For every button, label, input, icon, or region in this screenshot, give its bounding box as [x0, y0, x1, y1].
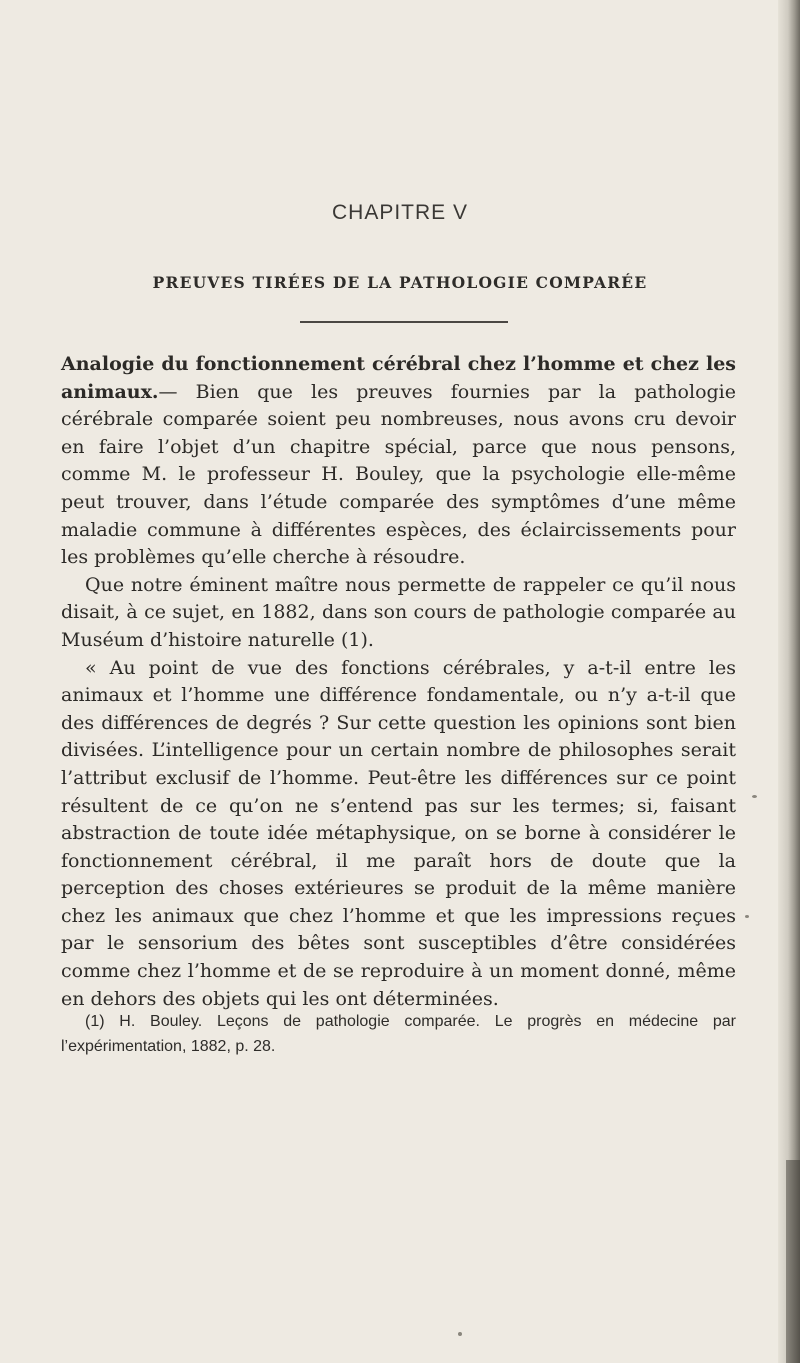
chapter-heading: CHAPITRE V	[331, 201, 469, 224]
main-text	[61, 351, 736, 1013]
lead-in-heading: Analogie du fonctionnement cérébral chez l’homme et chez les animaux.	[61, 353, 736, 403]
paragraph-2: Que notre éminent maître nous permette de rappeler ce qu’il nous disait, à ce sujet, en 1882, dans son cours de pathologie comparée au Muséum d’histoire naturelle (1).	[61, 573, 736, 651]
paper-speck	[745, 915, 749, 918]
page-edge-dark-corner	[786, 1160, 800, 1363]
paper-speck	[458, 1332, 462, 1336]
footnote-text: (1) H. Bouley. Leçons de pathologie comparée. Le progrès en médecine par l’expérimentation, 1882, p. 28.	[61, 1013, 736, 1055]
paper-speck	[752, 795, 757, 798]
paragraph-1-text: — Bien que les preuves fournies par la pathologie cérébrale comparée soient peu nombreuses, nous avons cru devoir en faire l’objet d’un chapitre spécial, parce que nous pensons, comme M. le professeur H. Bouley, que la psychologie elle-même peut trouver, dans l’étude comparée des symptômes d’une même maladie commune à différentes espèces, des éclaircissements pour les problèmes qu’elle cherche à résoudre.	[61, 380, 736, 569]
paragraph-1	[61, 351, 736, 572]
chapter-subtitle: PREUVES TIRÉES DE LA PATHOLOGIE COMPARÉE	[152, 273, 648, 292]
footnote	[61, 1009, 736, 1059]
section-divider	[300, 321, 508, 323]
paragraph-3-quote: « Au point de vue des fonctions cérébrales, y a-t-il entre les animaux et l’homme une différence fondamentale, ou n’y a-t-il que des différences de degrés ? Sur cette question les opinions sont bien divisées. L’intelligence pour un certain nombre de philosophes serait l’attribut exclusif de l’homme. Peut-être les différences sur ce point résultent de ce qu’on ne s’entend pas sur les termes; si, faisant abstraction de toute idée métaphysique, on se borne à considérer le fonctionnement cérébral, il me paraît hors de doute que la perception des choses extérieures se produit de la même manière chez les animaux que chez l’homme et que les impressions reçues par le sensorium des bêtes sont susceptibles d’être considérées comme chez l’homme et de se reproduire à un moment donné, même en dehors des objets qui les ont déterminées.	[61, 656, 736, 1010]
